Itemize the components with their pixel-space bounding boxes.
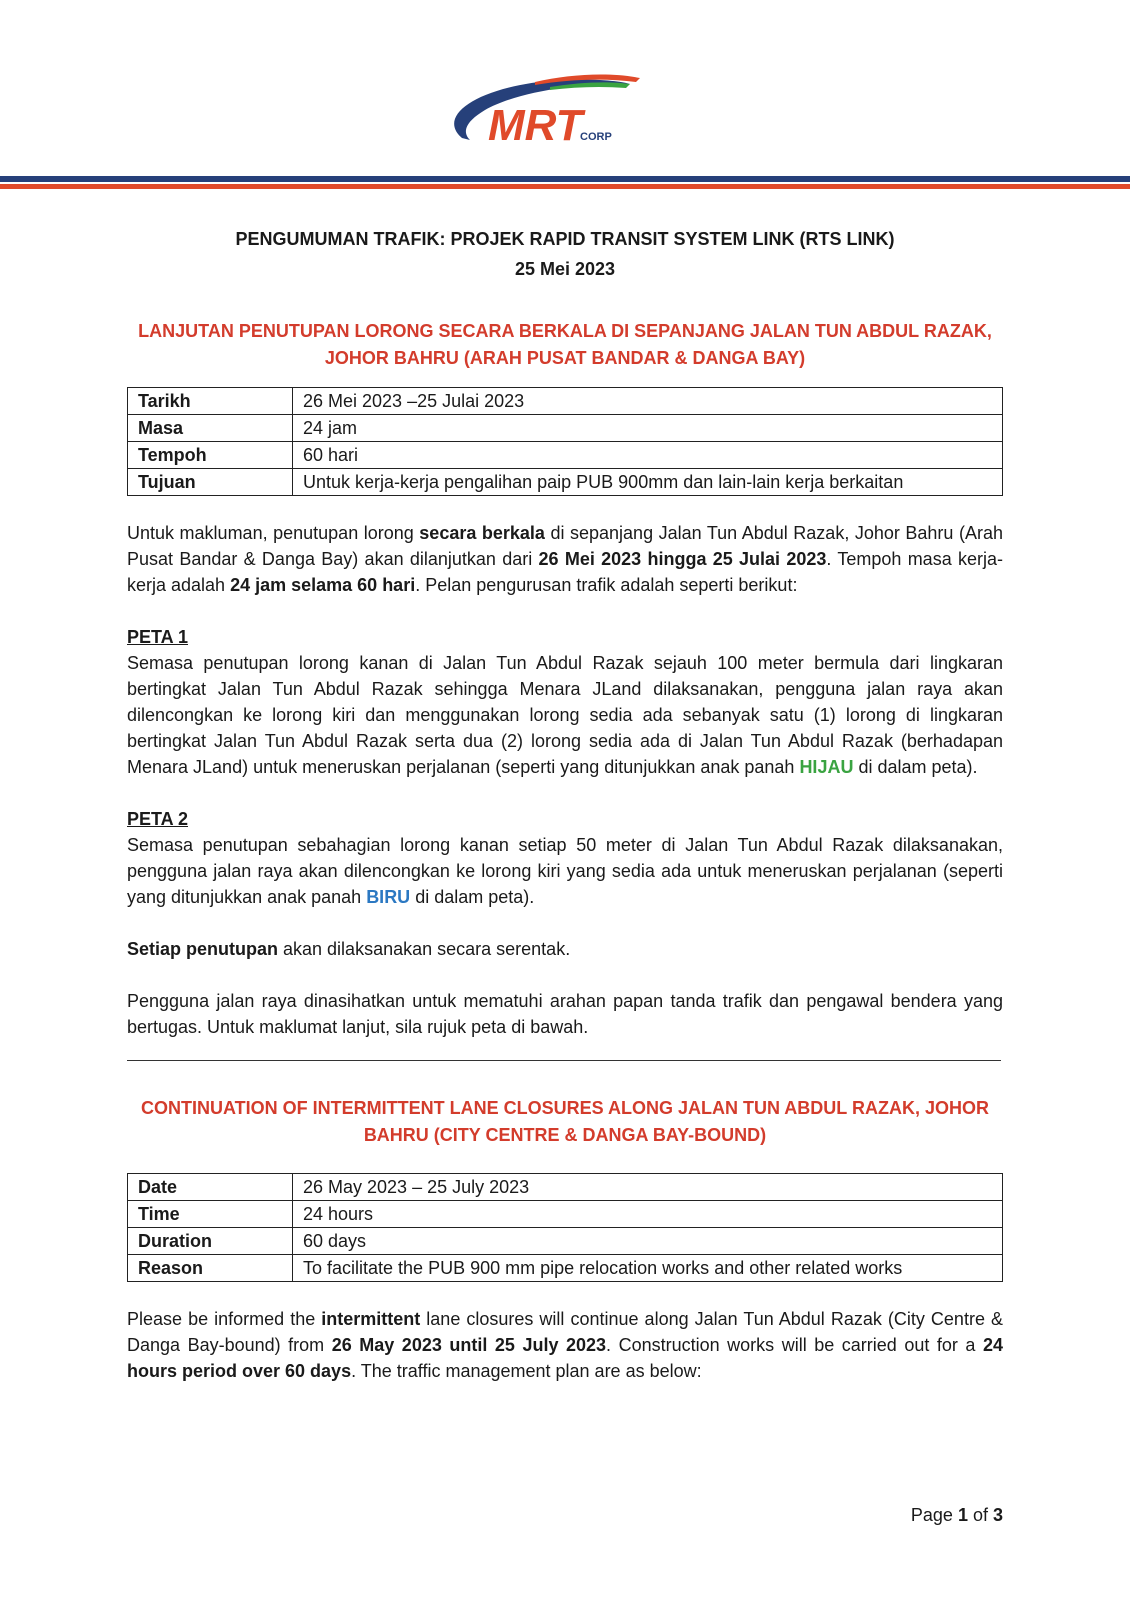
document-title: PENGUMUMAN TRAFIK: PROJEK RAPID TRANSIT SYSTEM LINK (RTS LINK) <box>235 229 895 249</box>
mrt-corp-logo <box>440 60 660 160</box>
section-heading-ms: LANJUTAN PENUTUPAN LORONG SECARA BERKALA DI SEPANJANG JALAN TUN ABDUL RAZAK, JOHOR BAHRU (ARAH PUSAT BANDAR & DANGA BAY) <box>138 321 992 368</box>
table-row: Masa 24 jam <box>128 415 1003 442</box>
table-row: Time 24 hours <box>128 1201 1003 1228</box>
info-table-en <box>127 1173 1003 1282</box>
peta1-heading: PETA 1 <box>127 627 189 647</box>
svg-text:MRT: MRT <box>488 101 583 150</box>
document-body <box>127 224 1003 1384</box>
setiap-paragraph: Setiap penutupan akan dilaksanakan secara serentak. <box>127 939 571 959</box>
intro-paragraph-ms: Untuk makluman, penutupan lorong secara berkala di sepanjang Jalan Tun Abdul Razak, Johor Bahru (Arah Pusat Bandar & Danga Bay) akan dilanjutkan dari 26 Mei 2023 hingga 25 Julai 2023. Tempoh masa kerja-kerja adalah 24 jam selama 60 hari. Pelan pengurusan trafik adalah seperti berikut: <box>127 523 1004 595</box>
table-row: Duration 60 days <box>128 1228 1003 1255</box>
info-table-ms <box>127 387 1003 496</box>
advice-paragraph: Pengguna jalan raya dinasihatkan untuk mematuhi arahan papan tanda trafik dan pengawal bendera yang bertugas. Untuk maklumat lanjut, sila rujuk peta di bawah. <box>127 991 1003 1037</box>
table-row: Date 26 May 2023 – 25 July 2023 <box>128 1174 1003 1201</box>
svg-text:CORP: CORP <box>580 131 612 143</box>
header-divider-bar <box>0 176 1130 190</box>
table-row: Reason To facilitate the PUB 900 mm pipe relocation works and other related works <box>128 1255 1003 1282</box>
intro-paragraph-en: Please be informed the intermittent lane closures will continue along Jalan Tun Abdul Razak (City Centre & Danga Bay-bound) from 26 May 2023 until 25 July 2023. Construction works will be carried out for a 24 hours period over 60 days. The traffic management plan are as below: <box>127 1309 1003 1381</box>
section-heading-en: CONTINUATION OF INTERMITTENT LANE CLOSURES ALONG JALAN TUN ABDUL RAZAK, JOHOR BAHRU (CITY CENTRE & DANGA BAY-BOUND) <box>141 1098 989 1145</box>
peta2-heading: PETA 2 <box>127 809 189 829</box>
page-number: Page 1 of 3 <box>910 1505 1003 1525</box>
peta1-paragraph: Semasa penutupan lorong kanan di Jalan Tun Abdul Razak sejauh 100 meter bermula dari lingkaran bertingkat Jalan Tun Abdul Razak sehingga Menara JLand dilaksanakan, pengguna jalan raya akan dilencongkan ke lorong kiri dan menggunakan lorong sedia ada sebanyak satu (1) lorong di lingkaran bertingkat Jalan Tun Abdul Razak serta dua (2) lorong sedia ada di Jalan Tun Abdul Razak (berhadapan Menara JLand) untuk meneruskan perjalanan (seperti yang ditunjukkan anak panah HIJAU di dalam peta). <box>127 653 1003 777</box>
mrt-logo-icon <box>440 60 660 160</box>
peta2-paragraph: Semasa penutupan sebahagian lorong kanan setiap 50 meter di Jalan Tun Abdul Razak dilaksanakan, pengguna jalan raya akan dilencongkan ke lorong kiri yang sedia ada untuk meneruskan perjalanan (seperti yang ditunjukkan anak panah BIRU di dalam peta). <box>127 835 1003 907</box>
table-row: Tarikh 26 Mei 2023 –25 Julai 2023 <box>128 388 1003 415</box>
table-row: Tujuan Untuk kerja-kerja pengalihan paip PUB 900mm dan lain-lain kerja berkaitan <box>128 469 1003 496</box>
document-date: 25 Mei 2023 <box>514 259 616 279</box>
table-row: Tempoh 60 hari <box>128 442 1003 469</box>
